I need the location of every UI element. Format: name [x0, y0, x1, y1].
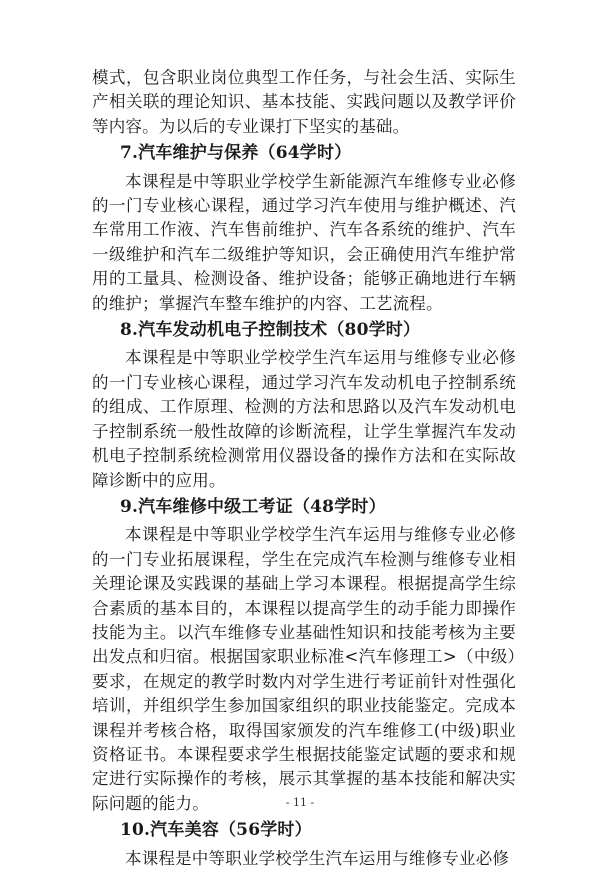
page-content [92, 66, 516, 871]
paragraph-section-10: 本课程是中等职业学校学生汽车运用与维修专业必修 [125, 848, 510, 868]
paragraph-section-7: 本课程是中等职业学校学生新能源汽车维修专业必修的一门专业核心课程，通过学习汽车使用与维护概述、汽车常用工作液、汽车售前维护、汽车各系统的维护、汽车一级维护和汽车二级维护等知识，会正确使用汽车维护常用的工量具、检测设备、维护设备；能够正确地进行车辆的维护；掌握汽车整车维护的内容、工艺流程。 [92, 171, 516, 313]
section-heading-9: 9.汽车维修中级工考证（48学时） [120, 496, 386, 517]
section-heading-8: 8.汽车发动机电子控制技术（80学时） [120, 320, 421, 341]
paragraph-continued: 模式，包含职业岗位典型工作任务，与社会生活、实际生产相关联的理论知识、基本技能、实践问题以及教学评价等内容。为以后的专业课打下坚实的基础。 [92, 68, 516, 136]
section-heading-7: 7.汽车维护与保养（64学时） [120, 143, 352, 164]
section-heading-10: 10.汽车美容（56学时） [120, 820, 312, 841]
paragraph-section-9: 本课程是中等职业学校学生汽车运用与维修专业必修的一门专业拓展课程，学生在完成汽车检测与维修专业相关理论课及实践课的基础上学习本课程。根据提高学生综合素质的基本目的，本课程以提高学生的动手能力即操作技能为主。以汽车维修专业基础性知识和技能考核为主要出发点和归宿。根据国家职业标准<汽车修理工>（中级）要求，在规定的教学时数内对学生进行考证前针对性强化培训，并组织学生参加国家组织的职业技能鉴定。完成本课程并考核合格，取得国家颁发的汽车维修工(中级)职业资格证书。本课程要求学生根据技能鉴定试题的要求和规定进行实际操作的考核，展示其掌握的基本技能和解决实际问题的能力。 [92, 525, 516, 813]
paragraph-section-8: 本课程是中等职业学校学生汽车运用与维修专业必修的一门专业核心课程，通过学习汽车发动机电子控制系统的组成、工作原理、检测的方法和思路以及汽车发动机电子控制系统一般性故障的诊断流程，让学生掌握汽车发动机电子控制系统检测常用仪器设备的操作方法和在实际故障诊断中的应用。 [92, 348, 516, 490]
page-number: - 11 - [285, 796, 315, 809]
